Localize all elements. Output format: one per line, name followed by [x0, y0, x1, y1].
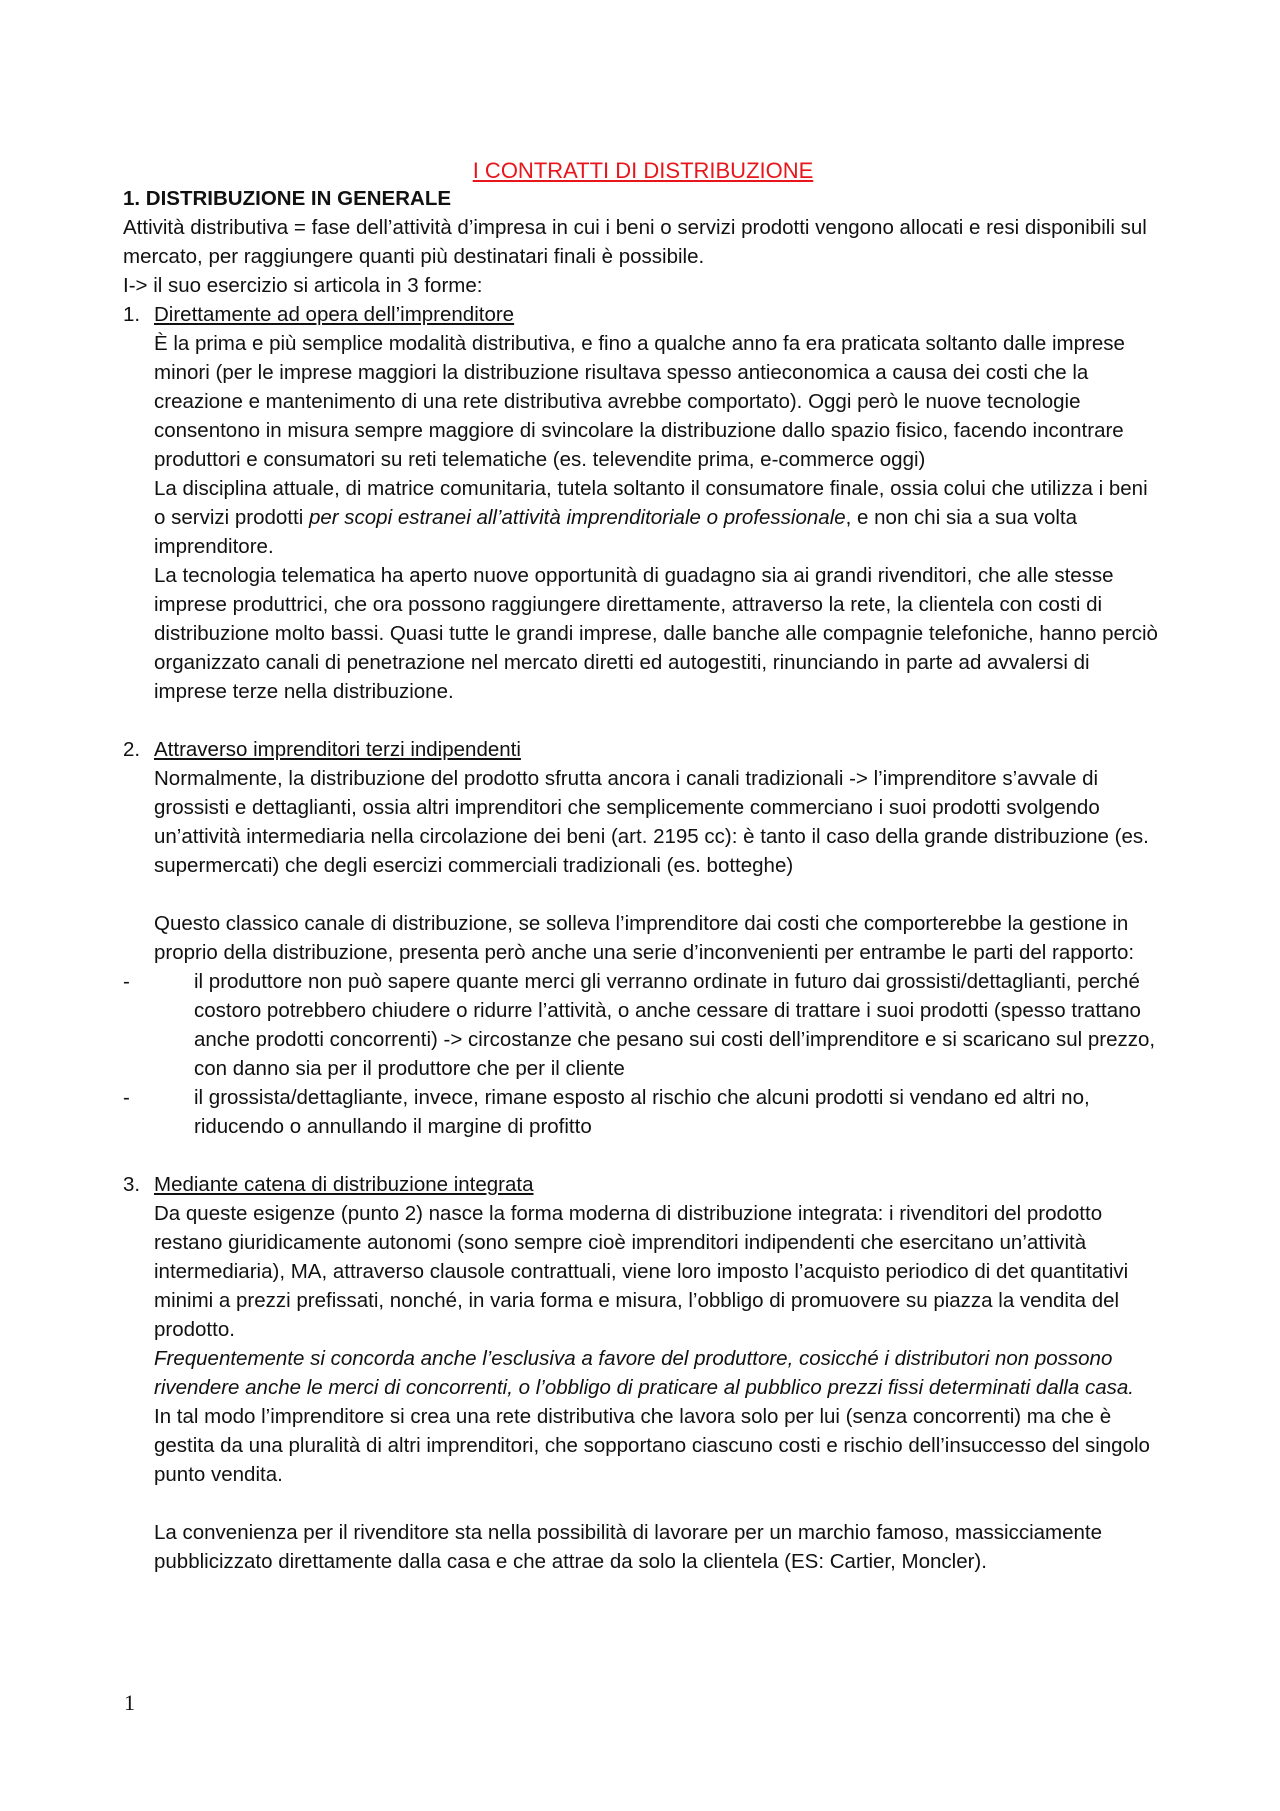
- intro-paragraph: Attività distributiva = fase dell’attività d’impresa in cui i beni o servizi prodotti vengono allocati e resi disponibili sul mercato, per raggiungere quanti più destinatari finali è possibile.: [123, 216, 1147, 268]
- list-number: 2.: [123, 738, 141, 761]
- bullet-text: il grossista/dettagliante, invece, rimane esposto al rischio che alcuni prodotti si vendano ed altri no, riducendo o annullando il margine di profitto: [194, 1086, 1090, 1138]
- bullet-mark: -: [123, 1086, 130, 1109]
- item-paragraph: La convenienza per il rivenditore sta nella possibilità di lavorare per un marchio famoso, massicciamente pubblicizzato direttamente dalla casa e che attrae da solo la clientela (ES: Cartier, Moncler).: [154, 1521, 1103, 1573]
- text-run: La disciplina attuale, di matrice comunitaria, tutela soltanto il consumatore finale, ossia colui che utilizza i beni o servizi prodotti: [154, 477, 1148, 529]
- item-paragraph: Normalmente, la distribuzione del prodotto sfrutta ancora i canali tradizionali -> l’imprenditore s’avvale di grossisti e dettaglianti, ossia altri imprenditori che semplicemente commerciano i suoi prodotti svolgendo un’attività intermediaria nella circolazione dei beni (art. 2195 cc): è tanto il caso della grande distribuzione (es. supermercati) che degli esercizi commerciali tradizionali (es. botteghe): [154, 767, 1149, 877]
- list-number: 3.: [123, 1173, 141, 1196]
- bullet-text: il produttore non può sapere quante merci gli verranno ordinate in futuro dai grossisti/dettaglianti, perché costoro potrebbero chiudere o ridurre l’attività, o anche cessare di trattare i suoi prodotti (spesso trattano anche prodotti concorrenti) -> circostanze che pesano sui costi dell’imprenditore e si scaricano sul prezzo, con danno sia per il produttore che per il cliente: [194, 970, 1156, 1080]
- spacer: [154, 880, 1163, 909]
- item-italic-paragraph: Frequentemente si concorda anche l’esclusiva a favore del produttore, cosicché i distributori non possono rivendere anche le merci di concorrenti, o l’obbligo di praticare al pubblico prezzi fissi determinati dalla casa.: [154, 1347, 1134, 1399]
- item-paragraph: Questo classico canale di distribuzione, se solleva l’imprenditore dai costi che comporterebbe la gestione in proprio della distribuzione, presenta però anche una serie d’inconvenienti per entrambe le parti del rapporto:: [154, 912, 1135, 964]
- italic-text-run: per scopi estranei all’attività imprenditoriale o professionale: [308, 506, 846, 529]
- item-paragraph: [154, 474, 1163, 561]
- item-title: Direttamente ad opera dell’imprenditore: [154, 303, 515, 326]
- spacer: [123, 1141, 1163, 1170]
- item-paragraph: Da queste esigenze (punto 2) nasce la forma moderna di distribuzione integrata: i rivenditori del prodotto restano giuridicamente autonomi (sono sempre cioè imprenditori indipendenti che esercitano un’attività intermediaria), MA, attraverso clausole contrattuali, viene loro imposto l’acquisto periodico di det quantitativi minimi a prezzi prefissati, nonché, in varia forma e misura, l’obbligo di promuovere su piazza la vendita del prodotto.: [154, 1202, 1129, 1341]
- document-body: [123, 155, 1163, 1576]
- item-title: Mediante catena di distribuzione integrata: [154, 1173, 534, 1196]
- list-item-2: [123, 735, 1163, 1141]
- item-paragraph: In tal modo l’imprenditore si crea una rete distributiva che lavora solo per lui (senza concorrenti) ma che è gestita da una pluralità di altri imprenditori, che sopportano ciascuno costi e rischio dell’insuccesso del singolo punto vendita.: [154, 1405, 1150, 1486]
- list-item-1: [123, 300, 1163, 706]
- list-number: 1.: [123, 303, 141, 326]
- forms-line: I-> il suo esercizio si articola in 3 forme:: [123, 274, 483, 297]
- item-title: Attraverso imprenditori terzi indipendenti: [154, 738, 521, 761]
- text-run: , e non chi sia a sua volta imprenditore.: [154, 506, 1077, 558]
- item-paragraph: La tecnologia telematica ha aperto nuove opportunità di guadagno sia ai grandi rivenditori, che alle stesse imprese produttrici, che ora possono raggiungere direttamente, attraverso la rete, la clientela con costi di distribuzione molto bassi. Quasi tutte le grandi imprese, dalle banche alle compagnie telefoniche, hanno perciò organizzato canali di penetrazione nel mercato diretti ed autogestiti, rinunciando in parte ad avvalersi di imprese terze nella distribuzione.: [154, 564, 1158, 703]
- spacer: [123, 706, 1163, 735]
- spacer: [154, 1489, 1163, 1518]
- list-item-3: [123, 1170, 1163, 1576]
- page-number: 1: [124, 1690, 135, 1715]
- bullet-item: [123, 1083, 1163, 1141]
- document-title: I CONTRATTI DI DISTRIBUZIONE: [472, 158, 814, 183]
- item-paragraph: È la prima e più semplice modalità distributiva, e fino a qualche anno fa era praticata soltanto dalle imprese minori (per le imprese maggiori la distribuzione risultava spesso antieconomica a causa dei costi che la creazione e mantenimento di una rete distributiva avrebbe comportato). Oggi però le nuove tecnologie consentono in misura sempre maggiore di svincolare la distribuzione dallo spazio fisico, facendo incontrare produttori e consumatori su reti telematiche (es. televendite prima, e-commerce oggi): [154, 332, 1125, 471]
- bullet-item: [123, 967, 1163, 1083]
- bullet-mark: -: [123, 970, 130, 993]
- section-heading: 1. DISTRIBUZIONE IN GENERALE: [123, 187, 452, 210]
